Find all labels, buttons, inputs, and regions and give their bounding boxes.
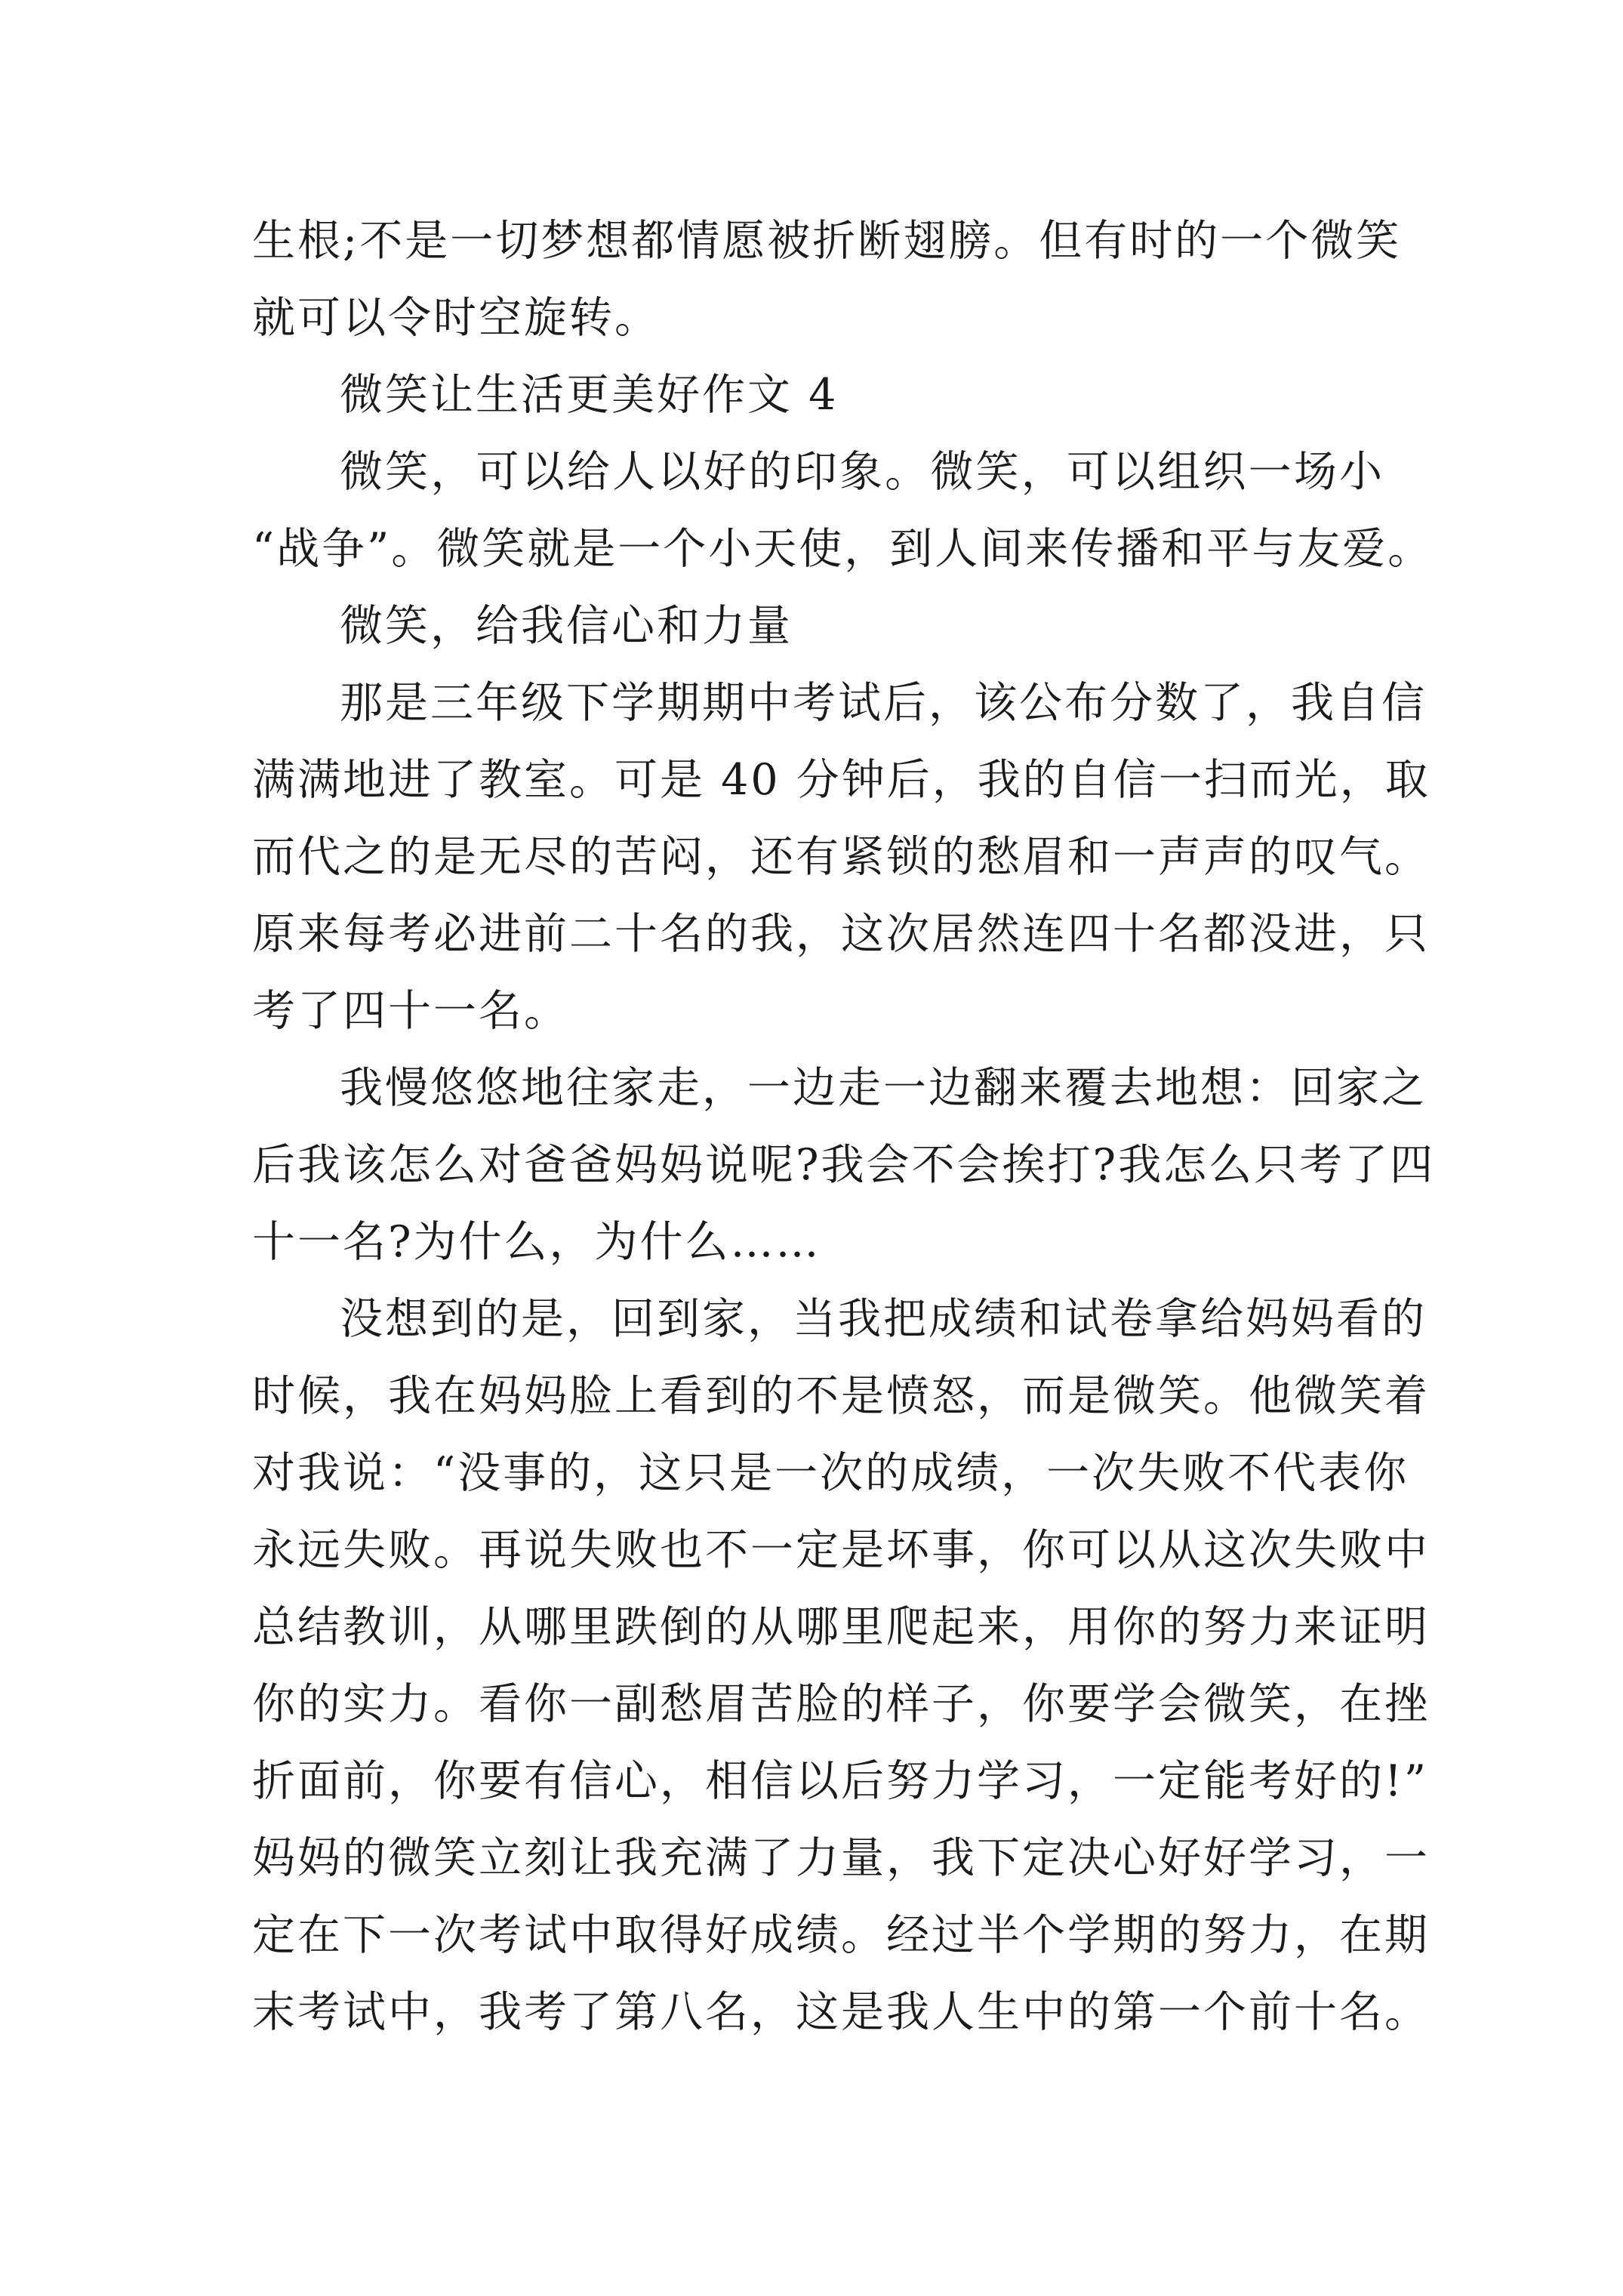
text-line: 定在下一次考试中取得好成绩。经过半个学期的努力，在期 (252, 1910, 1430, 1960)
text-line: 总结教训，从哪里跌倒的从哪里爬起来，用你的努力来证明 (252, 1602, 1430, 1652)
text-line: 妈妈的微笑立刻让我充满了力量，我下定决心好好学习，一 (252, 1833, 1430, 1883)
text-line: 我慢悠悠地往家走，一边走一边翻来覆去地想：回家之 (340, 1063, 1427, 1113)
text-line: 满满地进了教室。可是 40 分钟后，我的自信一扫而光，取 (252, 755, 1431, 805)
text-line: 折面前，你要有信心，相信以后努力学习，一定能考好的!” (252, 1756, 1429, 1806)
text-line: 永远失败。再说失败也不一定是坏事，你可以从这次失败中 (252, 1525, 1430, 1575)
text-line: 生根;不是一切梦想都情愿被折断翅膀。但有时的一个微笑 (252, 216, 1402, 266)
text-line: 微笑，给我信心和力量 (340, 601, 793, 651)
text-line: 就可以令时空旋转。 (252, 293, 660, 343)
document-body (252, 202, 1436, 2051)
text-line: 对我说：“没事的，这只是一次的成绩，一次失败不代表你 (252, 1448, 1409, 1498)
text-line: 十一名?为什么，为什么…… (252, 1217, 821, 1267)
text-line: 微笑，可以给人以好的印象。微笑，可以组织一场小 (340, 447, 1384, 497)
text-line: 微笑让生活更美好作文 4 (340, 370, 839, 420)
text-line: 考了四十一名。 (252, 986, 569, 1036)
text-line: “战争”。微笑就是一个小天使，到人间来传播和平与友爱。 (252, 524, 1434, 574)
text-line: 后我该怎么对爸爸妈妈说呢?我会不会挨打?我怎么只考了四 (252, 1140, 1436, 1190)
text-line: 你的实力。看你一副愁眉苦脸的样子，你要学会微笑，在挫 (252, 1679, 1430, 1729)
text-line: 时候，我在妈妈脸上看到的不是愤怒，而是微笑。他微笑着 (252, 1371, 1430, 1421)
text-line: 那是三年级下学期期中考试后，该公布分数了，我自信 (340, 678, 1427, 728)
text-line: 末考试中，我考了第八名，这是我人生中的第一个前十名。 (252, 1987, 1430, 2037)
text-line: 而代之的是无尽的苦闷，还有紧锁的愁眉和一声声的叹气。 (252, 832, 1430, 882)
text-line: 原来每考必进前二十名的我，这次居然连四十名都没进，只 (252, 909, 1430, 959)
text-line: 没想到的是，回到家，当我把成绩和试卷拿给妈妈看的 (340, 1294, 1427, 1344)
